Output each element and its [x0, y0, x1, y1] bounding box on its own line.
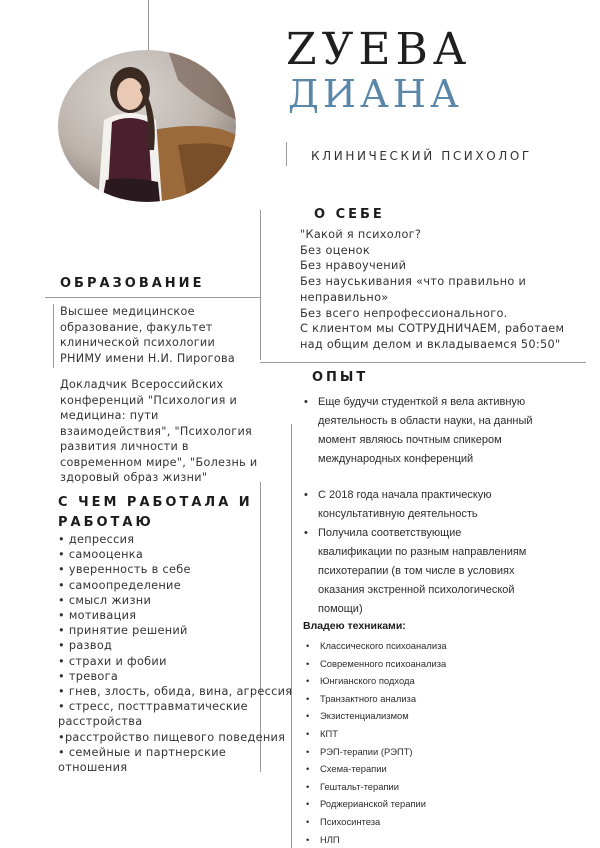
- technique-item: • Гештальт-терапии: [320, 778, 447, 796]
- education-block-2: [60, 377, 257, 486]
- experience-heading: ОПЫТ: [312, 370, 369, 385]
- experience-line: деятельность в области науки, на данный: [318, 415, 533, 427]
- techniques-list: [320, 637, 447, 848]
- technique-item: • Психосинтеза: [320, 813, 447, 831]
- list-item: • смысл жизни: [58, 593, 152, 607]
- education-line: Высшее медицинское: [60, 305, 195, 318]
- list-item: • принятие решений: [58, 624, 188, 638]
- about-line: Без оценок: [300, 243, 370, 257]
- experience-item-2: [318, 486, 492, 524]
- about-line: "Какой я психолог?: [300, 228, 422, 241]
- education-line: Докладчик Всероссийских: [60, 378, 224, 391]
- list-item: • развод: [58, 639, 113, 653]
- education-line: современном мире", "Болезнь и: [60, 455, 258, 469]
- experience-line: международных конференций: [318, 453, 474, 465]
- about-line: Без нравоучений: [300, 259, 407, 273]
- experience-line: консультативную деятельность: [318, 508, 478, 520]
- experience-line: момент являюсь почтным спикером: [318, 434, 502, 446]
- list-item: расстройства: [58, 715, 143, 729]
- education-line: РНИМУ имени Н.И. Пирогова: [60, 351, 236, 365]
- list-item: • тревога: [58, 669, 119, 683]
- worked-list: [58, 532, 292, 775]
- about-heading: О СЕБЕ: [314, 207, 385, 222]
- list-item: • самооценка: [58, 548, 144, 562]
- education-vertical-rule: [53, 304, 54, 368]
- education-line: здоровый образ жизни": [60, 471, 208, 484]
- education-heading: ОБРАЗОВАНИЕ: [60, 276, 205, 291]
- experience-item-3: [318, 524, 526, 619]
- list-item: • страхи и фобии: [58, 654, 167, 668]
- top-vertical-rule: [148, 0, 149, 52]
- education-line: взаимодействия", "Психология: [60, 424, 253, 438]
- technique-item: • НЛП: [320, 831, 447, 848]
- about-line: над общим делом и вкладываемся 50:50": [300, 337, 561, 351]
- technique-item: • Транзактного анализа: [320, 690, 447, 708]
- education-line: развития личности в: [60, 440, 189, 453]
- experience-line: • Еще будучи студенткой я вела активную: [318, 393, 533, 412]
- experience-line: квалификации по разным направлениям: [318, 546, 527, 558]
- about-line: С клиентом мы СОТРУДНИЧАЕМ, работаем: [300, 322, 565, 336]
- first-name: ДИАНА: [288, 72, 463, 116]
- experience-line: оказания экстренной психологической: [318, 584, 515, 596]
- technique-item: • КПТ: [320, 725, 447, 743]
- list-item: •расстройство пищевого поведения: [58, 730, 286, 744]
- technique-item: • Схема-терапии: [320, 760, 447, 778]
- experience-line: • С 2018 года начала практическую: [318, 486, 492, 505]
- worked-heading-line: РАБОТАЮ: [58, 515, 154, 530]
- experience-line: психотерапии (в том числе в условиях: [318, 565, 515, 577]
- last-name: ZУЕВА: [286, 24, 472, 75]
- experience-line: • Получила соответствующие: [318, 524, 526, 543]
- about-line: Без науськивания «что правильно и: [300, 275, 527, 289]
- about-line: неправильно»: [300, 290, 389, 304]
- education-line: медицина: пути: [60, 409, 159, 422]
- education-line: образование, факультет: [60, 320, 213, 334]
- about-vertical-rule: [260, 210, 261, 360]
- about-divider: [260, 362, 586, 363]
- techniques-heading: Владею техниками:: [303, 620, 406, 632]
- list-item: • самоопределение: [58, 578, 181, 592]
- list-item: • депрессия: [58, 533, 135, 546]
- worked-heading-line: С ЧЕМ РАБОТАЛА И: [58, 495, 253, 510]
- technique-item: • Классического психоанализа: [320, 637, 447, 655]
- list-item: • уверенность в себе: [58, 563, 191, 577]
- technique-item: • Современного психоанализа: [320, 655, 447, 673]
- education-underline: [45, 297, 260, 298]
- list-item: • семейные и партнерские: [58, 745, 227, 759]
- profile-photo: [58, 50, 236, 202]
- job-title: КЛИНИЧЕСКИЙ ПСИХОЛОГ: [311, 149, 532, 163]
- technique-item: • Экзистенциализмом: [320, 707, 447, 725]
- education-line: конференций "Психология и: [60, 393, 238, 407]
- about-line: Без всего непрофессионального.: [300, 306, 508, 320]
- education-block-1: [60, 304, 235, 366]
- experience-line: помощи): [318, 603, 363, 615]
- role-accent-rule: [286, 142, 287, 166]
- technique-item: • Юнгианского подхода: [320, 672, 447, 690]
- worked-heading: [58, 493, 253, 533]
- technique-item: • РЭП-терапии (РЭПТ): [320, 743, 447, 761]
- list-item: • гнев, злость, обида, вина, агрессия: [58, 685, 293, 699]
- technique-item: • Роджерианской терапии: [320, 795, 447, 813]
- list-item: • мотивация: [58, 609, 137, 623]
- about-text: [300, 227, 564, 353]
- education-line: клинической психологии: [60, 336, 216, 349]
- list-item: • стресс, посттравматические: [58, 700, 248, 714]
- experience-item-1: [318, 393, 533, 469]
- list-item: отношения: [58, 761, 128, 775]
